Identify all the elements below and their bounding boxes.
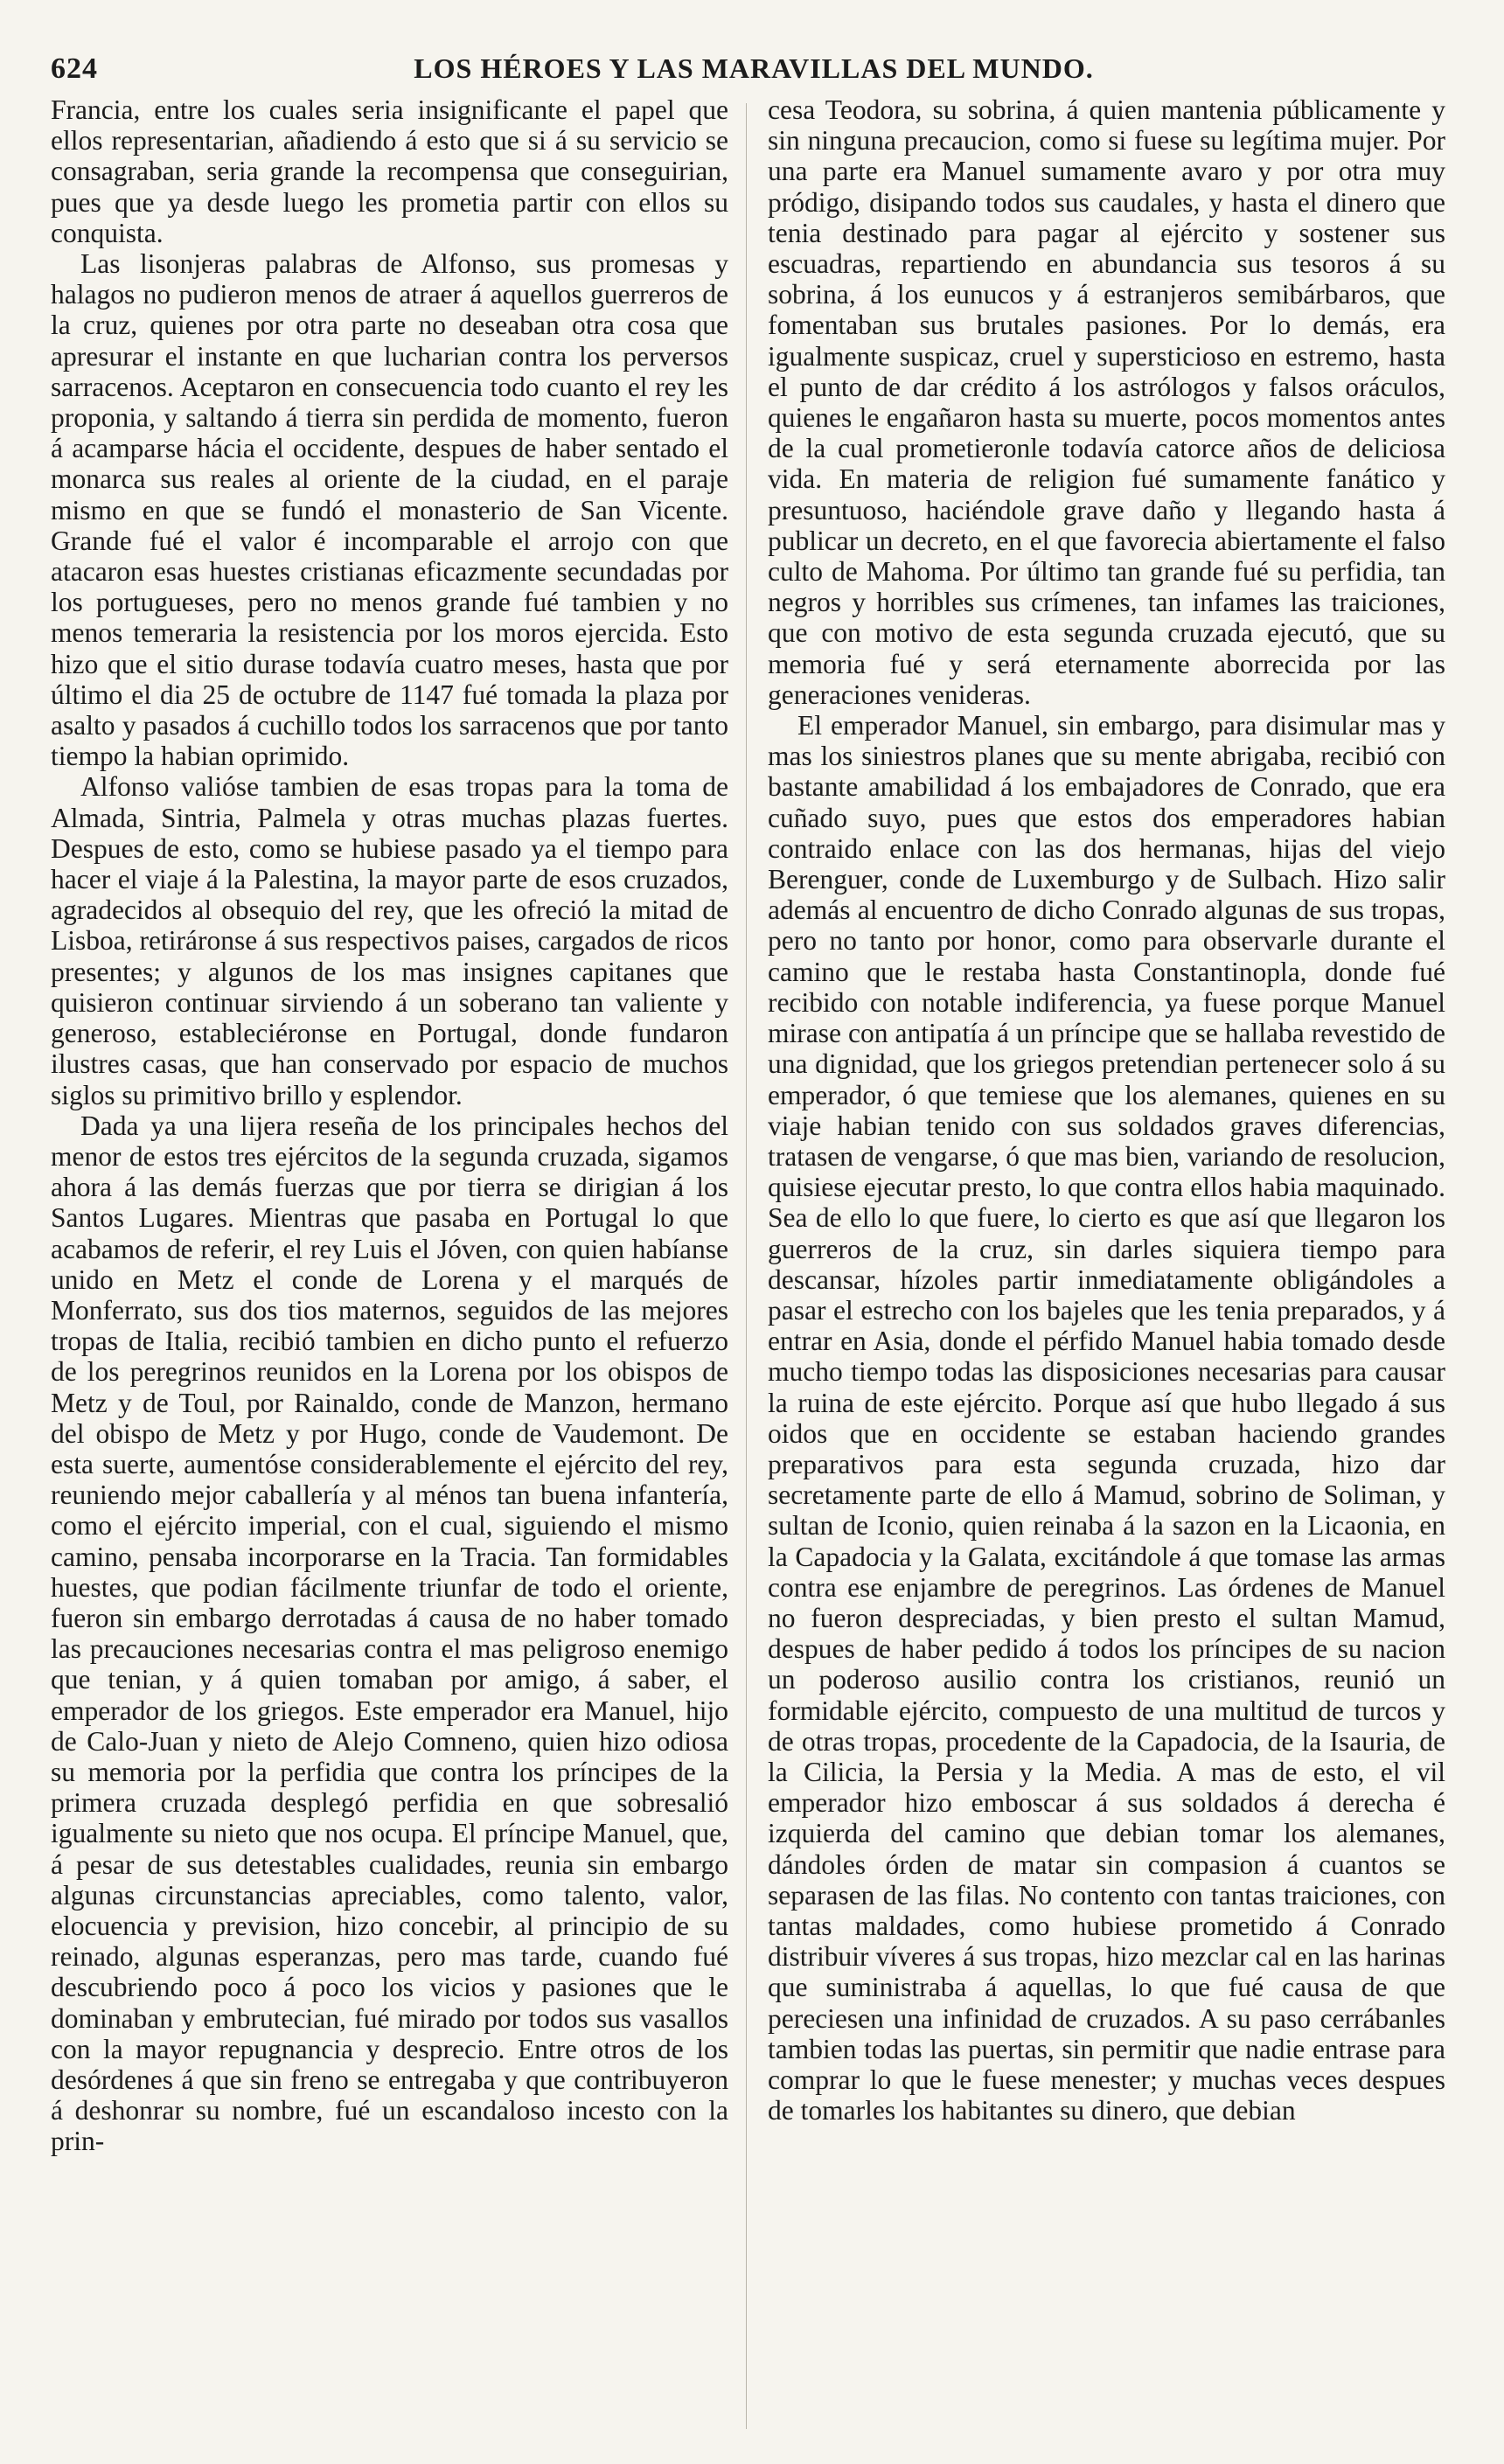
paragraph: El emperador Manuel, sin embargo, para disimular mas y mas los siniestros planes que su mente abrigaba, recibió con bastante amabilidad á los embajadores de Conrado, que era cuñado suyo, pues que estos dos emperadores habian contraido enlace con las dos hermanas, hijas del viejo Berenguer, conde de Luxemburgo y de Sulbach. Hizo salir además al encuentro de dicho Conrado algunas de sus tropas, pero no tanto por honor, como para observarle durante el camino que le restaba hasta Constantinopla, donde fué recibido con notable indiferencia, ya fuese porque Manuel mirase con antipatía á un príncipe que se hallaba revestido de una dignidad, que los griegos pretendian pertenecer solo á su emperador, ó que temiese que los alemanes, quienes en su viaje habian tenido con sus soldados graves diferencias, tratasen de vengarse, ó que mas bien, variando de resolucion, quisiese ejecutar presto, lo que contra ellos habia maquinado. Sea de ello lo que fuere, lo cierto es que así que llegaron los guerreros de la cruz, sin darles siquiera tiempo para descansar, hízoles partir inmediatamente obligándoles a pasar el estrecho con los bajeles que les tenia preparados, y á entrar en Asia, donde el pérfido Manuel habia tomado desde mucho tiempo todas las disposiciones necesarias para causar la ruina de este ejército. Porque así que hubo llegado á sus oidos que en occidente se estaban haciendo grandes preparativos para esta segunda cruzada, hizo dar secretamente parte de ello á Mamud, sobrino de Soliman, y sultan de Iconio, quien reinaba á la sazon en la Licaonia, en la Capadocia y la Galata, excitándole á que tomase las armas contra ese enjambre de peregrinos. Las órdenes de Manuel no fueron despreciadas, y bien presto el sultan Mamud, despues de haber pedido á todos los príncipes de su nacion un poderoso ausilio contra los cristianos, reunió un formidable ejército, compuesto de una multitud de turcos y de otras tropas, procedente de la Capadocia, de la Isauria, de la Cilicia, la Persia y la Media. A mas de esto, el vil emperador hizo emboscar á sus soldados á derecha é izquierda del camino que debian tomar los alemanes, dándoles órden de matar sin compasion á cuantos se separasen de las filas. No contento con tantas traiciones, con tantas maldades, como hubiese prometido á Conrado distribuir víveres á sus tropas, hizo mezclar cal en las harinas que suministraba á aquellas, lo que fué causa de que pereciesen una infinidad de cruzados. A su paso cerrábanles tambien todas las puertas, sin permitir que nadie entrase para comprar lo que le fuese menester; y muchas veces despues de tomarles los habitantes su dinero, que debian — [768, 710, 1445, 2126]
page-header — [51, 52, 1457, 89]
paragraph: Dada ya una lijera reseña de los principales hechos del menor de estos tres ejércitos de la segunda cruzada, sigamos ahora á las demás fuerzas que por tierra se dirigian á los Santos Lugares. Mientras que pasaba en Portugal lo que acabamos de referir, el rey Luis el Jóven, con quien habíanse unido en Metz el conde de Lorena y el marqués de Monferrato, sus dos tios maternos, seguidos de las mejores tropas de Italia, recibió tambien en dicho punto el refuerzo de los peregrinos reunidos en la Lorena por los obispos de Metz y de Toul, por Rainaldo, conde de Manzon, hermano del obispo de Metz y por Hugo, conde de Vaudemont. De esta suerte, aumentóse considerablemente el ejército del rey, reuniendo mejor caballería y al ménos tan buena infantería, como el ejército imperial, con el cual, siguiendo el mismo camino, pensaba incorporarse en la Tracia. Tan formidables huestes, que podian fácilmente triunfar de todo el oriente, fueron sin embargo derrotadas á causa de no haber tomado las precauciones necesarias contra el mas peligroso enemigo que tenian, y á quien tomaban por amigo, á saber, el emperador de los griegos. Este emperador era Manuel, hijo de Calo-Juan y nieto de Alejo Comneno, quien hizo odiosa su memoria por la perfidia que contra los príncipes de la primera cruzada desplegó perfidia en que sobresalió igualmente su nieto que nos ocupa. El príncipe Manuel, que, á pesar de sus detestables cualidades, reunia sin embargo algunas circunstancias apreciables, como talento, valor, elocuencia y prevision, hizo concebir, al principio de su reinado, algunas esperanzas, pero mas tarde, cuando fué descubriendo poco á poco los vicios y pasiones que le dominaban y embrutecian, fué mirado por todos sus vasallos con la mayor repugnancia y desprecio. Entre otros de los desórdenes á que sin freno se entregaba y que contribuyeron á deshonrar su nombre, fué un escandaloso incesto con la prin- — [51, 1110, 728, 2157]
paragraph: cesa Teodora, su sobrina, á quien mantenia públicamente y sin ninguna precaucion, como si fuese su legítima mujer. Por una parte era Manuel sumamente avaro y por otra muy pródigo, disipando todos sus caudales, y hasta el dinero que tenia destinado para pagar al ejército y sostener sus escuadras, repartiendo en abundancia sus tesoros á su sobrina, á los eunucos y á estranjeros semibárbaros, que fomentaban sus brutales pasiones. Por lo demás, era igualmente suspicaz, cruel y supersticioso en estremo, hasta el punto de dar crédito á los astrólogos y falsos oráculos, quienes le engañaron hasta su muerte, pocos momentos antes de la cual prometieronle todavía catorce años de deliciosa vida. En materia de religion fué sumamente fanático y presuntuoso, haciéndole grave daño y llegando hasta á publicar un decreto, en el que favorecia abiertamente el falso culto de Mahoma. Por último tan grande fué su perfidia, tan negros y horribles sus crímenes, tan infames las traiciones, que con motivo de esta segunda cruzada ejecutó, que su memoria fué y será eternamente aborrecida por las generaciones venideras. — [768, 94, 1445, 710]
running-title: LOS HÉROES Y LAS MARAVILLAS DEL MUNDO. — [414, 52, 1094, 84]
right-column — [768, 94, 1445, 2447]
left-column — [51, 94, 728, 2447]
page-number: 624 — [51, 52, 98, 85]
paragraph: Las lisonjeras palabras de Alfonso, sus promesas y halagos no pudieron menos de atraer á aquellos guerreros de la cruz, quienes por otra parte no deseaban otra cosa que apresurar el instante en que lucharian contra los perversos sarracenos. Aceptaron en consecuencia todo cuanto el rey les proponia, y saltando á tierra sin perdida de momento, fueron á acamparse hácia el occidente, despues de haber sentado el monarca sus reales al oriente de la ciudad, en el paraje mismo en que se fundó el monasterio de San Vicente. Grande fué el valor é incomparable el arrojo con que atacaron esas huestes cristianas eficazmente secundadas por los portugueses, pero no menos grande fué tambien y no menos temeraria la resistencia por los moros ejercida. Esto hizo que el sitio durase todavía cuatro meses, hasta que por último el dia 25 de octubre de 1147 fué tomada la plaza por asalto y pasados á cuchillo todos los sarracenos que por tanto tiempo la habian oprimido. — [51, 248, 728, 772]
paragraph: Francia, entre los cuales seria insignificante el papel que ellos representarian, añadiendo á esto que si á su servicio se consagraban, seria grande la recompensa que conseguirian, pues que ya desde luego les prometia partir con ellos su conquista. — [51, 94, 728, 248]
column-divider — [746, 103, 747, 2429]
paragraph: Alfonso valióse tambien de esas tropas para la toma de Almada, Sintria, Palmela y otras muchas plazas fuertes. Despues de esto, como se hubiese pasado ya el tiempo para hacer el viaje á la Palestina, la mayor parte de esos cruzados, agradecidos al obsequio del rey, que les ofreció la mitad de Lisboa, retiráronse á sus respectivos paises, cargados de ricos presentes; y algunos de los mas insignes capitanes que quisieron continuar sirviendo á un soberano tan valiente y generoso, estableciéronse en Portugal, donde fundaron ilustres casas, que han conservado por espacio de muchos siglos su primitivo brillo y esplendor. — [51, 771, 728, 1110]
